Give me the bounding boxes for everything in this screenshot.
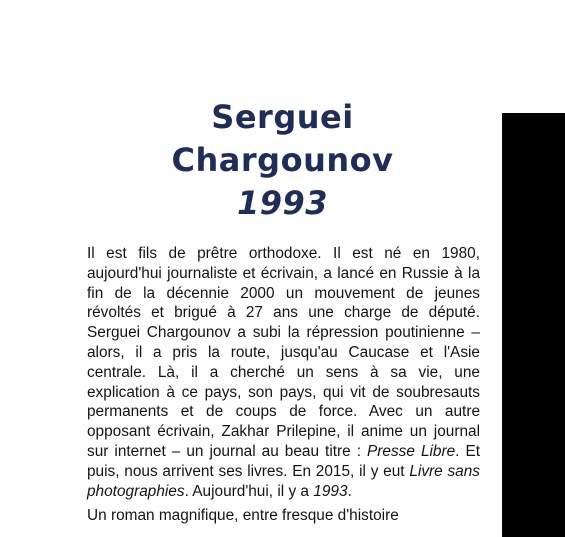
paragraph-2: Un roman magnifique, entre fresque d'histoire (87, 507, 399, 525)
book-reference: Livre sans photographies (87, 462, 480, 500)
book-year-reference: 1993 (313, 482, 348, 500)
header-block (0, 96, 565, 225)
book-title: 1993 (236, 184, 329, 222)
author-last-name: Chargounov (171, 141, 394, 179)
paragraph-1-part-a: Il est fils de prêtre orthodoxe. Il est né en 1980, aujourd'hui journaliste et écrivain, a lancé en Russie à la fin de la décennie 2000 un mouvement de jeunes révoltés et brigué à 27 ans une charge de député. Serguei Chargounov a subi la répression poutinienne – alors, il a pris la route, jusqu'au Caucase et l'Asie centrale. Là, il a cherché un sens à sa vie, une explication à ce pays, son pays, qui vit de soubresauts permanents et de coups de force. Avec un autre opposant écrivain, Zakhar Prilepine, il anime un journal sur internet – un journal au beau titre : (87, 245, 480, 460)
author-first-name: Serguei (211, 98, 354, 136)
paragraph-1-part-c: . Aujourd'hui, il y a (184, 482, 314, 500)
body-text (87, 244, 480, 531)
paragraph-1-part-d: . (347, 482, 352, 500)
paragraph-1 (87, 244, 480, 501)
paragraph-1-part-b: . Et puis, nous arrivent ses livres. En 2015, il y eut (87, 442, 481, 480)
journal-title: Presse Libre (367, 442, 456, 460)
